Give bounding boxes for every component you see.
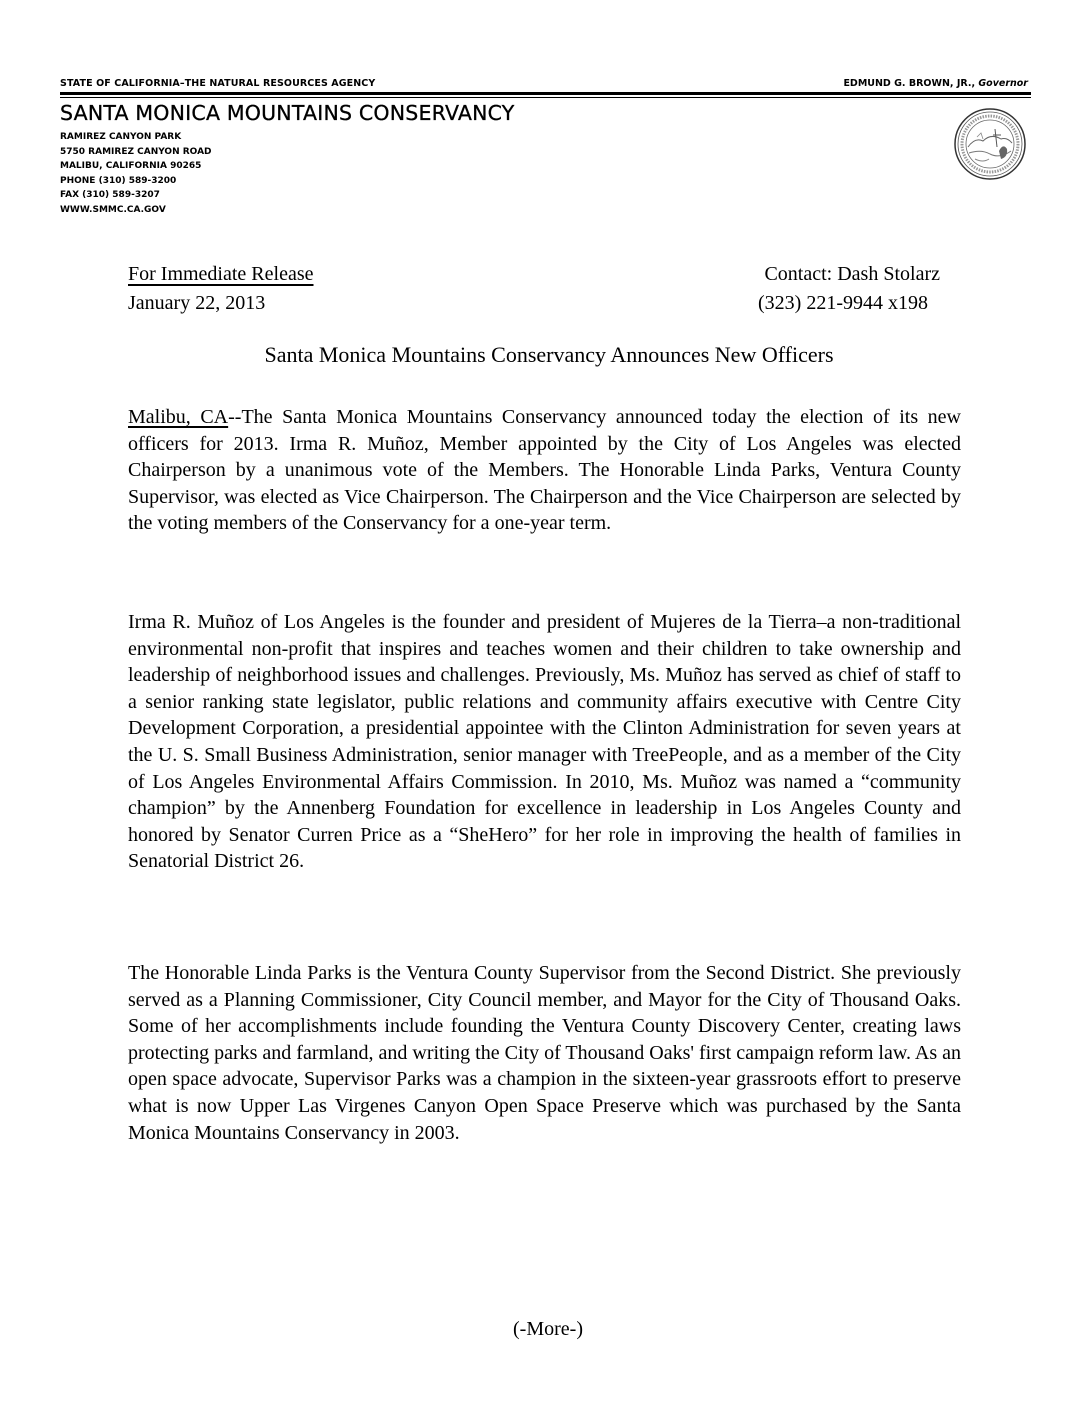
organization-name: SANTA MONICA MOUNTAINS CONSERVANCY [60, 101, 515, 125]
release-label: For Immediate Release [128, 263, 314, 285]
headline: Santa Monica Mountains Conservancy Announces New Officers [264, 342, 834, 367]
release-date: January 22, 2013 [128, 292, 266, 314]
header-rule-thin [60, 97, 1031, 98]
agency-name: STATE OF CALIFORNIA–THE NATURAL RESOURCES AGENCY [60, 78, 376, 89]
governor-name: EDMUND G. BROWN, JR., [843, 78, 976, 89]
paragraph-announcement [128, 404, 961, 537]
address-block [60, 130, 212, 218]
address-line: 5750 RAMIREZ CANYON ROAD [60, 146, 212, 157]
more-indicator: (-More-) [513, 1318, 583, 1340]
paragraph-text: --The Santa Monica Mountains Conservancy announced today the election of its new officers for 2013. Irma R. Muñoz, Member appointed by the City of Los Angeles was elected Chairperson by a unanimous vote of the Members. The Honorable Linda Parks, Ventura County Supervisor, was elected as Vice Chairperson. The Chairperson and the Vice Chairperson are selected by the voting members of the Conservancy for a one-year term. [128, 406, 962, 535]
paragraph-parks-bio: The Honorable Linda Parks is the Ventura County Supervisor from the Second District. She previously served as a Planning Commissioner, City Council member, and Mayor for the City of Thousand Oaks. Some of her accomplishments include founding the Ventura County Discovery Center, creating laws protecting parks and farmland, and writing the City of Thousand Oaks' first campaign reform law. As an open space advocate, Supervisor Parks was a champion in the sixteen-year grassroots effort to preserve what is now Upper Las Virgenes Canyon Open Space Preserve which was purchased by the Santa Monica Mountains Conservancy in 2003. [128, 962, 961, 1144]
address-line: RAMIREZ CANYON PARK [60, 132, 182, 142]
website-line: WWW.SMMC.CA.GOV [60, 204, 166, 215]
governor-line [843, 78, 1028, 89]
dateline: Malibu, CA [128, 406, 229, 428]
contact-name: Contact: Dash Stolarz [764, 263, 940, 285]
fax-line: FAX (310) 589-3207 [60, 190, 160, 201]
address-line: MALIBU, CALIFORNIA 90265 [60, 161, 202, 172]
paragraph-munoz-bio: Irma R. Muñoz of Los Angeles is the founder and president of Mujeres de la Tierra–a non-traditional environmental non-profit that inspires and teaches women and their children to take ownership and leadership of neighborhood issues and challenges. Previously, Ms. Muñoz has served as chief of staff to a senior ranking state legislator, public relations and community affairs executive with Centre City Development Corporation, a presidential appointee with the Clinton Administration for seven years at the U. S. Small Business Administration, senior manager with TreePeople, and as a member of the City of Los Angeles Environmental Affairs Commission. In 2010, Ms. Muñoz was named a “community champion” by the Annenberg Foundation for excellence in leadership in Los Angeles County and honored by Senator Curren Price as a “SheHero” for her role in improving the health of families in Senatorial District 26. [128, 611, 961, 873]
header-rule-thick [60, 92, 1031, 95]
california-seal-icon [953, 107, 1027, 181]
governor-title: Governor [978, 78, 1028, 89]
contact-phone: (323) 221-9944 x198 [758, 292, 928, 314]
phone-line: PHONE (310) 589-3200 [60, 175, 177, 186]
